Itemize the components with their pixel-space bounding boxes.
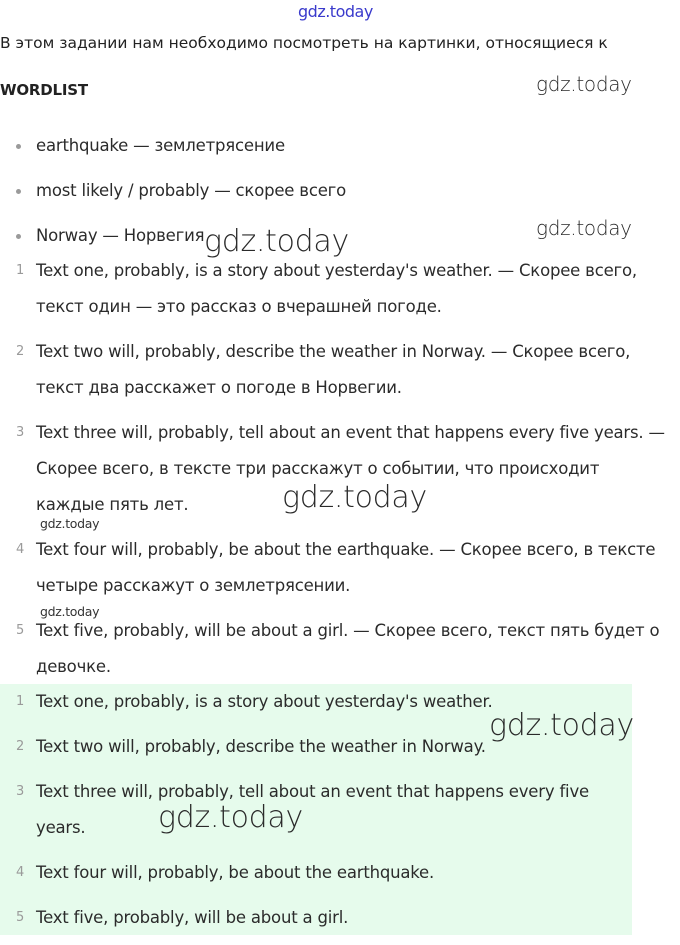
watermark: gdz.today bbox=[536, 216, 632, 240]
item-number: 1 bbox=[16, 694, 25, 709]
wordlist-item bbox=[0, 172, 680, 217]
answer-text: Text five, probably, will be about a girl. bbox=[36, 908, 349, 927]
bullet-icon bbox=[16, 189, 21, 194]
wordlist-item-text: Norway — Норвегия bbox=[36, 226, 205, 245]
watermark-top: gdz.today bbox=[298, 2, 373, 21]
translation-text: Text one, probably, is a story about yesterday's weather. — Скорее всего, текст один — это рассказ о вчерашней погоде. bbox=[36, 261, 637, 316]
answer-text: Text one, probably, is a story about yesterday's weather. bbox=[36, 692, 493, 711]
wordlist-heading: WORDLIST bbox=[0, 81, 88, 99]
watermark: gdz.today bbox=[204, 224, 349, 259]
answer-item bbox=[0, 900, 620, 936]
answer-item bbox=[0, 774, 620, 846]
item-number: 2 bbox=[16, 739, 25, 754]
translation-item bbox=[0, 253, 668, 325]
wordlist-item bbox=[0, 127, 680, 172]
item-number: 5 bbox=[16, 910, 25, 925]
translation-item bbox=[0, 613, 668, 685]
intro-text: В этом задании нам необходимо посмотреть на картинки, относящиеся к bbox=[0, 34, 608, 52]
item-number: 5 bbox=[16, 623, 25, 638]
wordlist-item-text: earthquake — землетрясение bbox=[36, 136, 285, 155]
cropped-text-fragment bbox=[225, 68, 265, 74]
watermark: gdz.today bbox=[489, 708, 634, 743]
item-number: 1 bbox=[16, 263, 25, 278]
item-number: 4 bbox=[16, 865, 25, 880]
answer-text: Text four will, probably, be about the earthquake. bbox=[36, 863, 435, 882]
item-number: 3 bbox=[16, 425, 25, 440]
watermark: gdz.today bbox=[40, 516, 100, 531]
translation-text: Text two will, probably, describe the weather in Norway. — Скорее всего, текст два расскажет о погоде в Норвегии. bbox=[36, 342, 631, 397]
item-number: 2 bbox=[16, 344, 25, 359]
translation-text: Text three will, probably, tell about an event that happens every five years. — Скорее всего, в тексте три расскажут о событии, что происходит каждые пять лет. bbox=[36, 423, 665, 514]
translation-text: Text five, probably, will be about a girl. — Скорее всего, текст пять будет о девочке. bbox=[36, 621, 660, 676]
item-number: 3 bbox=[16, 784, 25, 799]
item-number: 4 bbox=[16, 542, 25, 557]
watermark: gdz.today bbox=[158, 800, 303, 835]
translation-list bbox=[0, 253, 668, 694]
wordlist-item-text: most likely / probably — скорее всего bbox=[36, 181, 347, 200]
answer-item bbox=[0, 855, 620, 891]
watermark: gdz.today bbox=[536, 72, 632, 96]
answer-text: Text two will, probably, describe the weather in Norway. bbox=[36, 737, 486, 756]
bullet-icon bbox=[16, 234, 21, 239]
translation-item bbox=[0, 334, 668, 406]
bullet-icon bbox=[16, 144, 21, 149]
watermark: gdz.today bbox=[40, 604, 100, 619]
watermark: gdz.today bbox=[282, 480, 427, 515]
translation-text: Text four will, probably, be about the earthquake. — Скорее всего, в тексте четыре расскажут о землетрясении. bbox=[36, 540, 656, 595]
answer-text: Text three will, probably, tell about an event that happens every five years. bbox=[36, 782, 589, 837]
translation-item bbox=[0, 532, 668, 604]
